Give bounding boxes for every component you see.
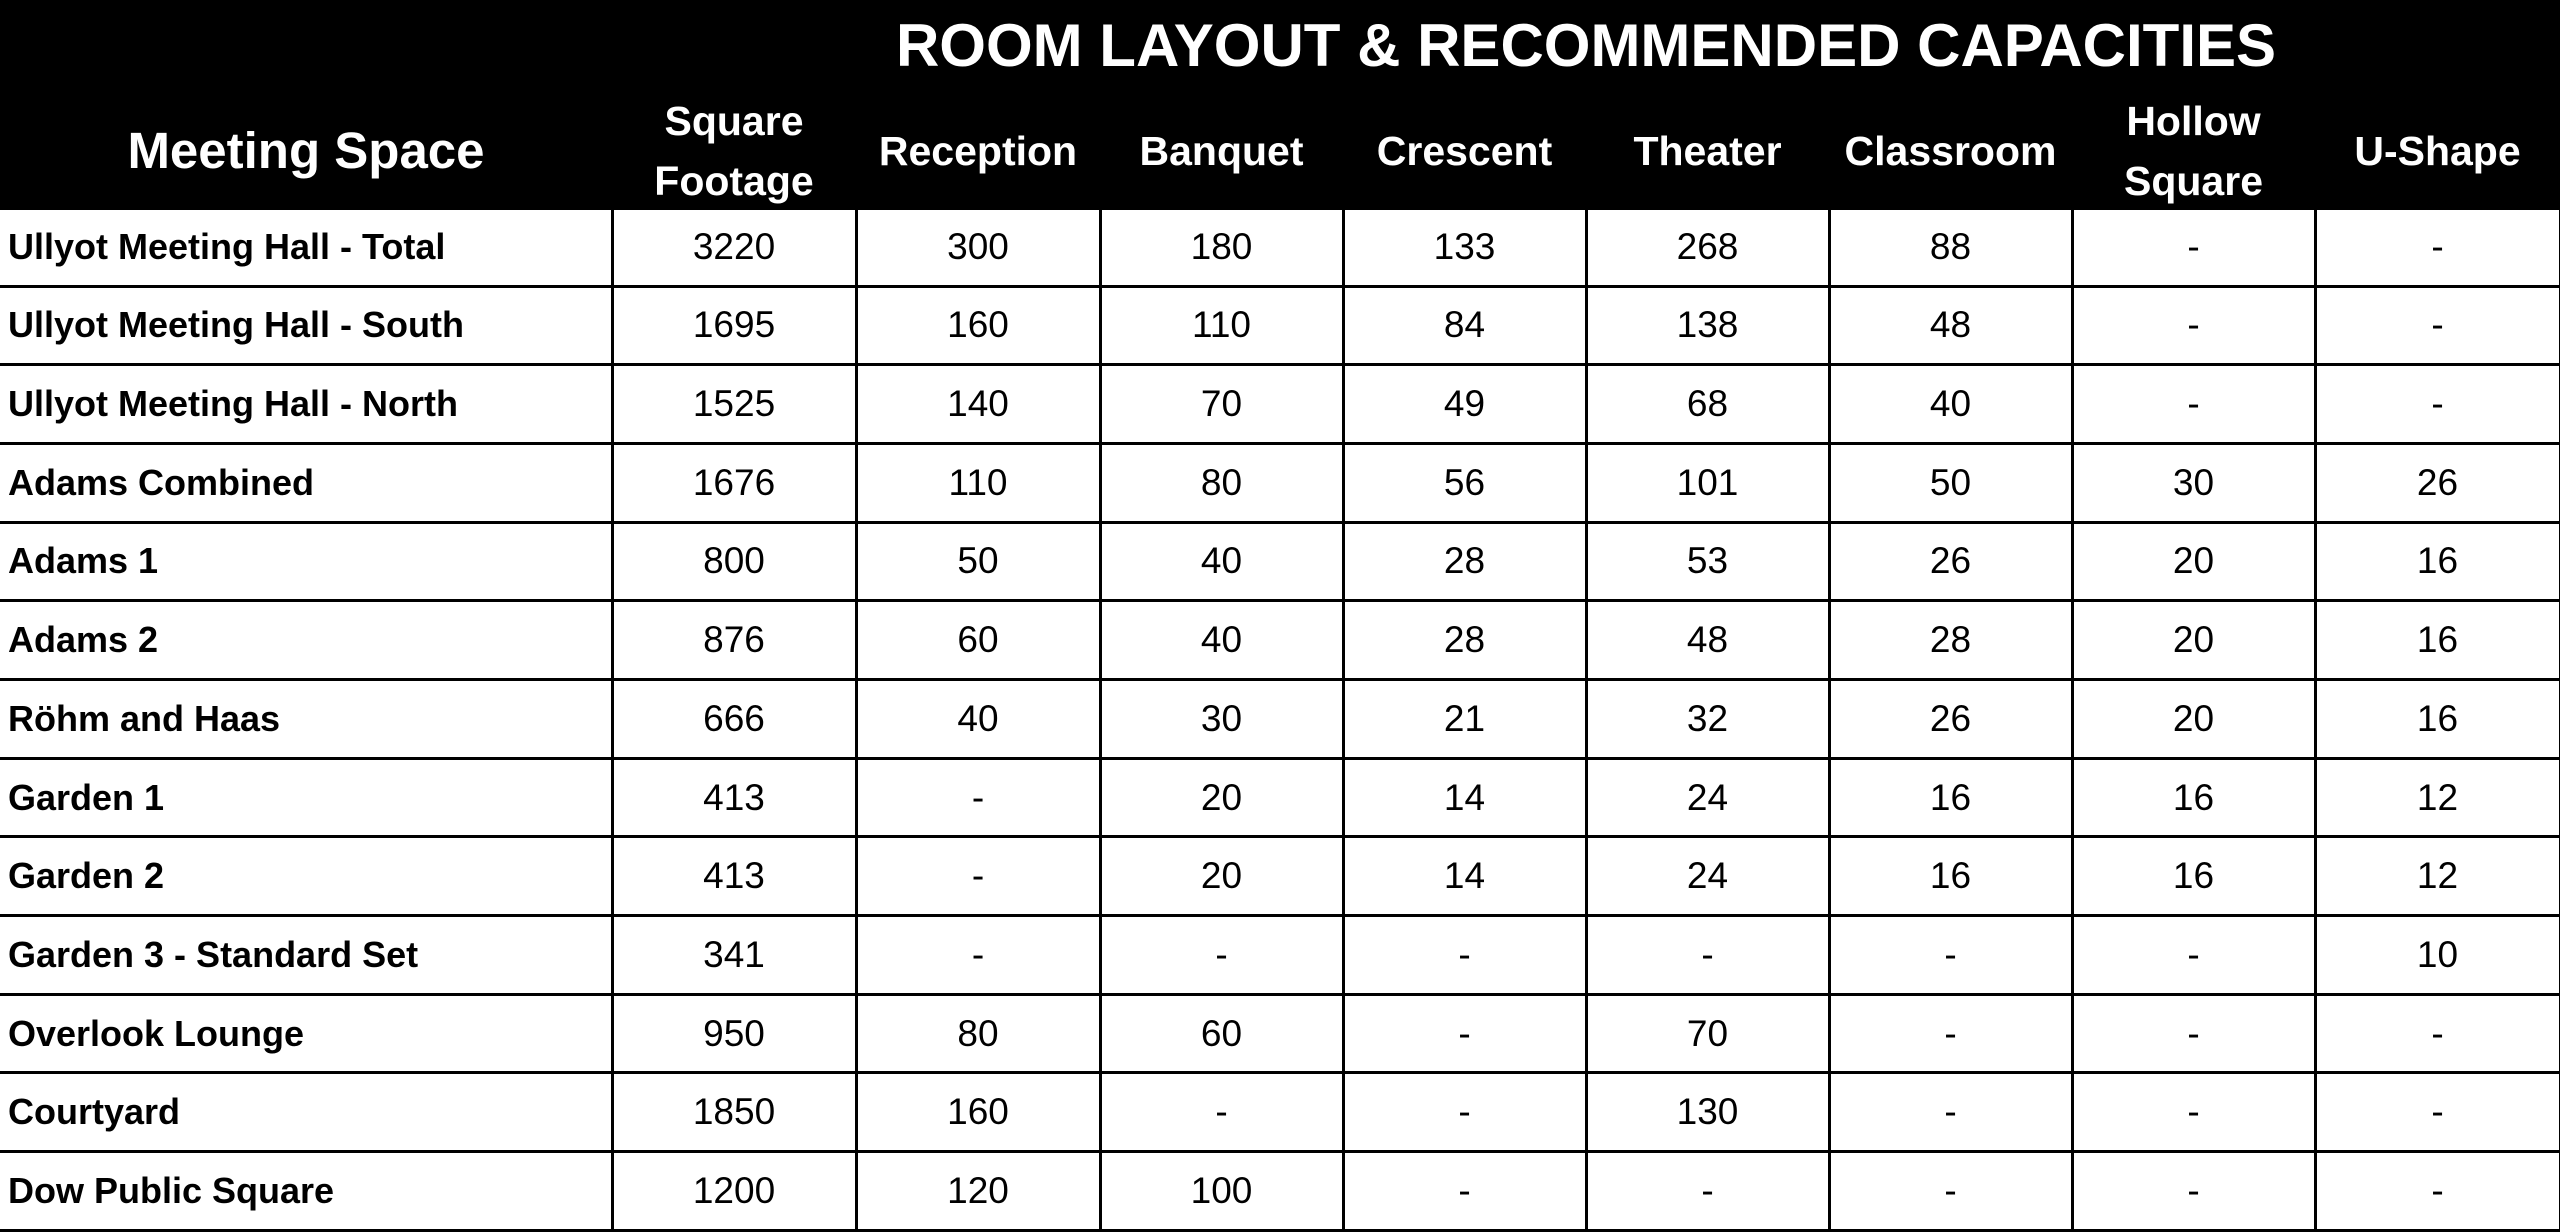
cell-classroom: -: [1829, 1073, 2072, 1152]
cell-meeting-space: Dow Public Square: [0, 1152, 612, 1231]
cell-theater: -: [1586, 1152, 1829, 1231]
table-row: [0, 522, 2560, 601]
cell-u-shape: 16: [2315, 680, 2560, 759]
cell-theater: 138: [1586, 286, 1829, 365]
cell-hollow-square: -: [2072, 286, 2315, 365]
cell-square-footage: 3220: [612, 210, 856, 286]
cell-meeting-space: Röhm and Haas: [0, 680, 612, 759]
cell-hollow-square: 20: [2072, 522, 2315, 601]
cell-classroom: 16: [1829, 837, 2072, 916]
column-header-banquet: Banquet: [1139, 128, 1304, 174]
cell-theater: -: [1586, 916, 1829, 995]
cell-u-shape: -: [2315, 994, 2560, 1073]
page-title: ROOM LAYOUT & RECOMMENDED CAPACITIES: [895, 12, 2277, 79]
cell-u-shape: 12: [2315, 837, 2560, 916]
cell-crescent: 14: [1343, 837, 1586, 916]
table-row: [0, 210, 2560, 286]
cell-square-footage: 876: [612, 601, 856, 680]
cell-banquet: 180: [1100, 210, 1343, 286]
column-header-u-shape: U-Shape: [2354, 128, 2521, 174]
cell-reception: -: [856, 758, 1100, 837]
table-row: [0, 443, 2560, 522]
cell-crescent: -: [1343, 1073, 1586, 1152]
cell-reception: 110: [856, 443, 1100, 522]
column-header-theater: Theater: [1633, 128, 1782, 174]
cell-reception: 80: [856, 994, 1100, 1073]
cell-hollow-square: -: [2072, 916, 2315, 995]
cell-hollow-square: -: [2072, 1152, 2315, 1231]
cell-theater: 268: [1586, 210, 1829, 286]
cell-banquet: 70: [1100, 365, 1343, 444]
cell-u-shape: 16: [2315, 522, 2560, 601]
cell-reception: 60: [856, 601, 1100, 680]
table-row: [0, 1073, 2560, 1152]
table-header: [0, 0, 2560, 210]
cell-hollow-square: -: [2072, 210, 2315, 286]
table-row: [0, 365, 2560, 444]
cell-u-shape: -: [2315, 1073, 2560, 1152]
cell-square-footage: 1200: [612, 1152, 856, 1231]
cell-hollow-square: 16: [2072, 837, 2315, 916]
cell-crescent: -: [1343, 1152, 1586, 1231]
cell-reception: -: [856, 916, 1100, 995]
cell-square-footage: 341: [612, 916, 856, 995]
cell-u-shape: 10: [2315, 916, 2560, 995]
cell-theater: 24: [1586, 837, 1829, 916]
cell-u-shape: -: [2315, 1152, 2560, 1231]
cell-classroom: -: [1829, 1152, 2072, 1231]
cell-square-footage: 800: [612, 522, 856, 601]
cell-banquet: 40: [1100, 601, 1343, 680]
cell-classroom: -: [1829, 916, 2072, 995]
cell-u-shape: -: [2315, 210, 2560, 286]
cell-square-footage: 950: [612, 994, 856, 1073]
cell-reception: 50: [856, 522, 1100, 601]
table-row: [0, 916, 2560, 995]
table-row: [0, 994, 2560, 1073]
column-header-hollow-square: Hollow Square: [2124, 98, 2263, 204]
column-header-square-footage: Square Footage: [654, 98, 814, 204]
cell-theater: 48: [1586, 601, 1829, 680]
cell-classroom: -: [1829, 994, 2072, 1073]
cell-hollow-square: 20: [2072, 601, 2315, 680]
cell-hollow-square: -: [2072, 1073, 2315, 1152]
cell-hollow-square: -: [2072, 994, 2315, 1073]
cell-theater: 70: [1586, 994, 1829, 1073]
cell-meeting-space: Overlook Lounge: [0, 994, 612, 1073]
cell-banquet: 60: [1100, 994, 1343, 1073]
table-row: [0, 680, 2560, 759]
cell-square-footage: 1525: [612, 365, 856, 444]
cell-meeting-space: Garden 3 - Standard Set: [0, 916, 612, 995]
table-row: [0, 1152, 2560, 1231]
cell-crescent: 49: [1343, 365, 1586, 444]
cell-banquet: -: [1100, 916, 1343, 995]
column-header-crescent: Crescent: [1376, 128, 1553, 174]
cell-crescent: 84: [1343, 286, 1586, 365]
cell-square-footage: 413: [612, 837, 856, 916]
cell-classroom: 88: [1829, 210, 2072, 286]
cell-meeting-space: Ullyot Meeting Hall - North: [0, 365, 612, 444]
cell-banquet: 110: [1100, 286, 1343, 365]
cell-u-shape: 12: [2315, 758, 2560, 837]
cell-meeting-space: Adams 1: [0, 522, 612, 601]
column-header-meeting-space: Meeting Space: [127, 122, 485, 179]
cell-classroom: 50: [1829, 443, 2072, 522]
cell-reception: 160: [856, 1073, 1100, 1152]
cell-crescent: 133: [1343, 210, 1586, 286]
cell-crescent: -: [1343, 994, 1586, 1073]
cell-banquet: 100: [1100, 1152, 1343, 1231]
cell-classroom: 40: [1829, 365, 2072, 444]
cell-reception: 300: [856, 210, 1100, 286]
cell-u-shape: 16: [2315, 601, 2560, 680]
cell-classroom: 48: [1829, 286, 2072, 365]
cell-theater: 24: [1586, 758, 1829, 837]
cell-banquet: 30: [1100, 680, 1343, 759]
cell-crescent: 28: [1343, 522, 1586, 601]
cell-meeting-space: Garden 1: [0, 758, 612, 837]
table-row: [0, 601, 2560, 680]
cell-hollow-square: -: [2072, 365, 2315, 444]
cell-crescent: 28: [1343, 601, 1586, 680]
cell-reception: 120: [856, 1152, 1100, 1231]
cell-u-shape: -: [2315, 286, 2560, 365]
table-row: [0, 837, 2560, 916]
cell-u-shape: 26: [2315, 443, 2560, 522]
cell-classroom: 16: [1829, 758, 2072, 837]
table-row: [0, 758, 2560, 837]
cell-crescent: 56: [1343, 443, 1586, 522]
cell-square-footage: 1695: [612, 286, 856, 365]
cell-u-shape: -: [2315, 365, 2560, 444]
cell-hollow-square: 30: [2072, 443, 2315, 522]
cell-reception: -: [856, 837, 1100, 916]
cell-banquet: 80: [1100, 443, 1343, 522]
cell-reception: 160: [856, 286, 1100, 365]
cell-crescent: 14: [1343, 758, 1586, 837]
cell-meeting-space: Garden 2: [0, 837, 612, 916]
cell-meeting-space: Adams Combined: [0, 443, 612, 522]
cell-theater: 32: [1586, 680, 1829, 759]
cell-classroom: 26: [1829, 680, 2072, 759]
cell-theater: 101: [1586, 443, 1829, 522]
cell-reception: 140: [856, 365, 1100, 444]
column-header-classroom: Classroom: [1844, 128, 2057, 174]
cell-square-footage: 1676: [612, 443, 856, 522]
cell-classroom: 28: [1829, 601, 2072, 680]
cell-meeting-space: Ullyot Meeting Hall - Total: [0, 210, 612, 286]
cell-banquet: 40: [1100, 522, 1343, 601]
cell-meeting-space: Adams 2: [0, 601, 612, 680]
capacity-table: [0, 210, 2560, 1232]
cell-theater: 68: [1586, 365, 1829, 444]
cell-hollow-square: 20: [2072, 680, 2315, 759]
cell-meeting-space: Ullyot Meeting Hall - South: [0, 286, 612, 365]
cell-hollow-square: 16: [2072, 758, 2315, 837]
table-row: [0, 286, 2560, 365]
cell-crescent: 21: [1343, 680, 1586, 759]
cell-banquet: 20: [1100, 837, 1343, 916]
cell-meeting-space: Courtyard: [0, 1073, 612, 1152]
cell-theater: 130: [1586, 1073, 1829, 1152]
cell-square-footage: 666: [612, 680, 856, 759]
cell-square-footage: 413: [612, 758, 856, 837]
cell-crescent: -: [1343, 916, 1586, 995]
cell-banquet: -: [1100, 1073, 1343, 1152]
cell-classroom: 26: [1829, 522, 2072, 601]
cell-banquet: 20: [1100, 758, 1343, 837]
cell-square-footage: 1850: [612, 1073, 856, 1152]
column-header-reception: Reception: [878, 128, 1078, 174]
cell-reception: 40: [856, 680, 1100, 759]
cell-theater: 53: [1586, 522, 1829, 601]
